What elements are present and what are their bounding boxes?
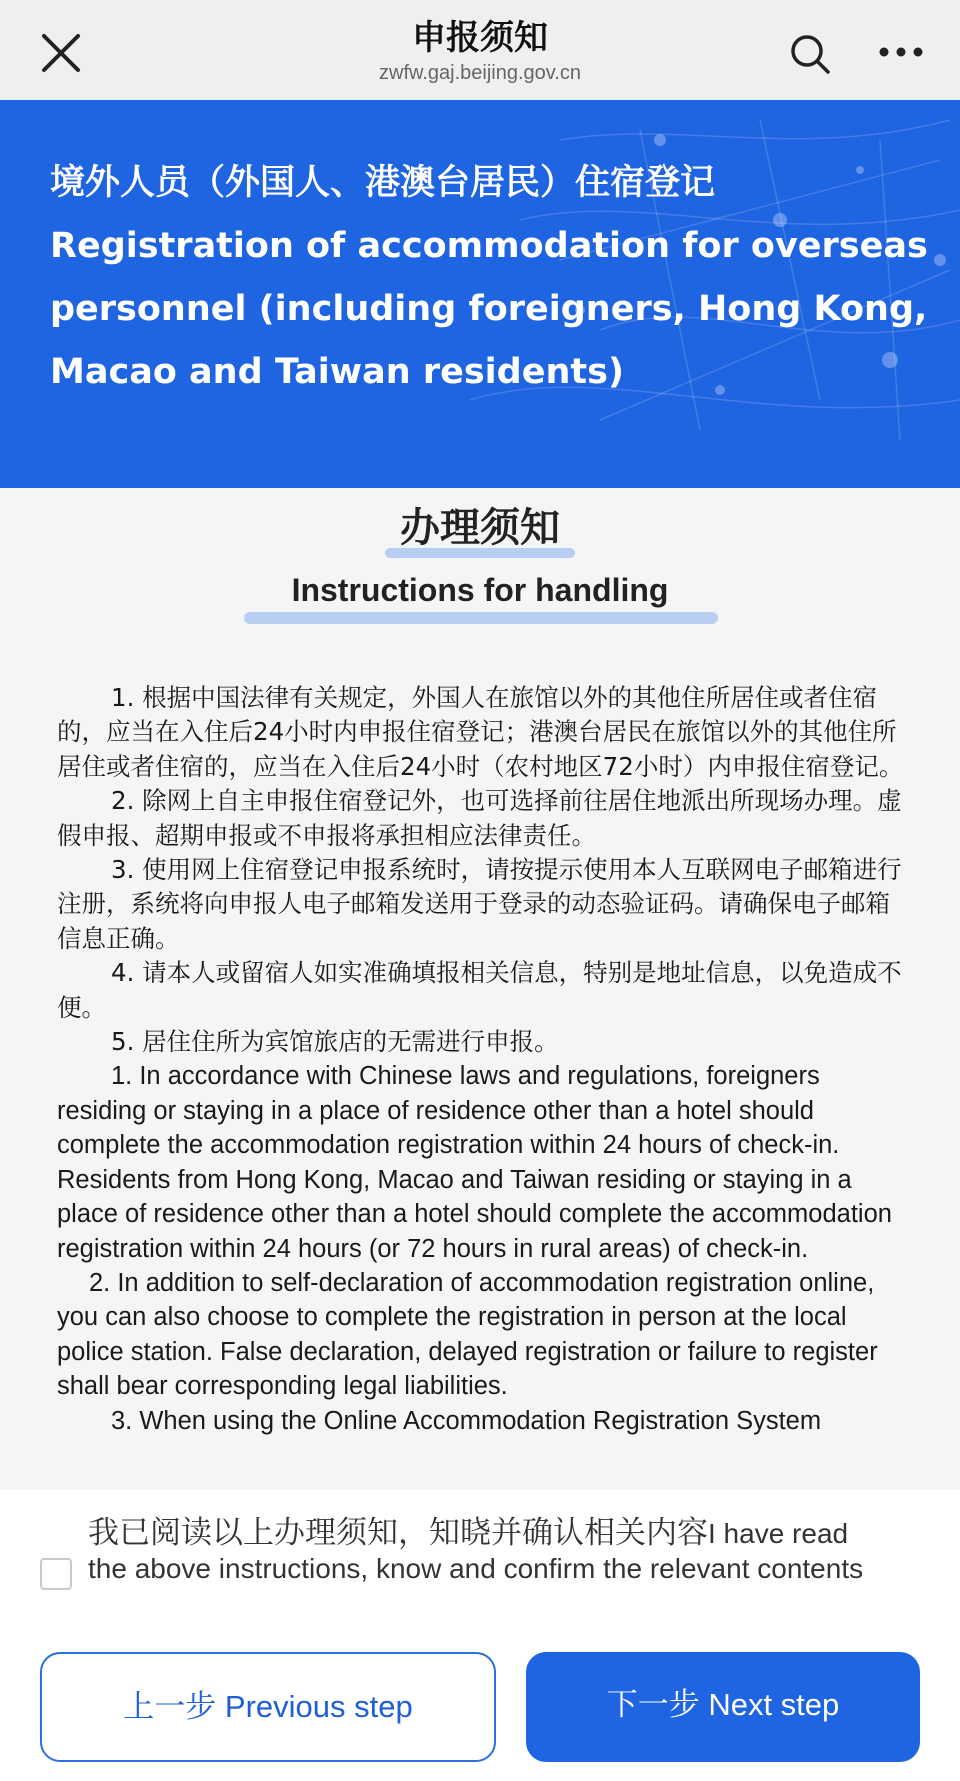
instruction-item-zh-5: 5. 居住住所为宾馆旅店的无需进行申报。 [111,1027,559,1057]
title-banner [0,100,960,488]
banner-title [50,152,930,404]
instruction-item-en-2: 2. In addition to self-declaration of accommodation registration online, you can also choose to complete the registration in person at the local police station. False declaration, delayed registration or failure to register shall bear corresponding legal liabilities. [57,1268,878,1401]
confirm-label-en: I have read the above instructions, know and confirm the relevant contents [88,1518,864,1584]
page-url: zwfw.gaj.beijing.gov.cn [379,62,581,84]
instruction-item-en-3: 3. When using the Online Accommodation Registration System [111,1406,822,1435]
search-button[interactable] [788,32,832,76]
instructions-text [57,681,907,1438]
notice-heading-en: Instructions for handling [291,572,669,608]
instruction-item-zh-3: 3. 使用网上住宿登记申报系统时，请按提示使用本人互联网电子邮箱进行注册，系统将向申报人电子邮箱发送用于登录的动态验证码。请确保电子邮箱信息正确。 [57,855,902,953]
confirm-checkbox[interactable] [40,1558,72,1590]
instruction-item-zh-2: 2. 除网上自主申报住宿登记外，也可选择前往居住地派出所现场办理。虚假申报、超期申报或不申报将承担相应法律责任。 [57,786,902,850]
instruction-item-zh-4: 4. 请本人或留宿人如实准确填报相关信息，特别是地址信息，以免造成不便。 [57,958,902,1022]
instruction-item-en-1: 1. In accordance with Chinese laws and regulations, foreigners residing or staying in a place of residence other than a hotel should complete the accommodation registration within 24 hours of check-in. Residents from Hong Kong, Macao and Taiwan residing or staying in a place of residence other than a hotel should complete the accommodation registration within 24 hours (or 72 hours in rural areas) of check-in. [57,1062,892,1263]
notice-heading [0,502,960,554]
confirm-label[interactable] [88,1516,888,1586]
bottom-action-area [0,1490,960,1781]
heading-underline-en [244,612,718,624]
notice-heading-zh: 办理须知 [400,505,560,551]
instructions-panel[interactable] [0,488,960,1490]
banner-title-en: Registration of accommodation for overseas personnel (including foreigners, Hong Kong, Macao and Taiwan residents) [50,226,928,392]
confirm-label-zh: 我已阅读以上办理须知，知晓并确认相关内容 [88,1515,708,1551]
top-bar [0,0,960,100]
banner-title-zh: 境外人员（外国人、港澳台居民）住宿登记 [50,163,716,203]
next-step-button[interactable]: 下一步 Next step [526,1652,920,1762]
more-dots-icon [876,40,926,64]
previous-step-button[interactable]: 上一步 Previous step [40,1652,496,1762]
more-button[interactable] [876,40,926,64]
search-icon [788,32,832,76]
instruction-item-zh-1: 1. 根据中国法律有关规定，外国人在旅馆以外的其他住所居住或者住宿的，应当在入住后24小时内申报住宿登记；港澳台居民在旅馆以外的其他住所居住或者住宿的，应当在入住后24小时（农村地区72小时）内申报住宿登记。 [57,683,904,781]
page-title: 申报须知 [412,18,548,58]
